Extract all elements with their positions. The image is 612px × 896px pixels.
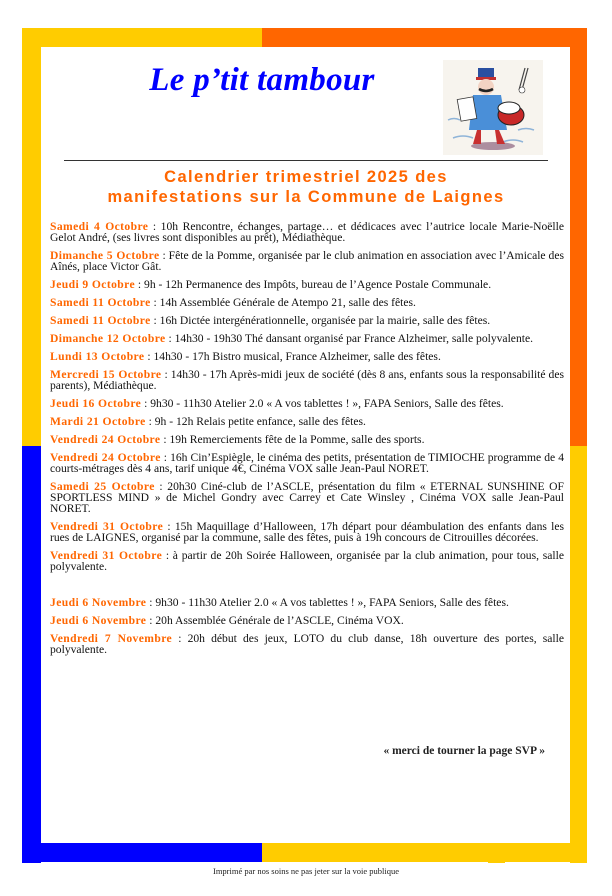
event-text: : 9h - 12h Relais petite enfance, salle des fêtes. [145,415,366,428]
subtitle-line-1: Calendrier trimestriel 2025 des [164,168,448,186]
event-date: Jeudi 6 Novembre [50,596,147,609]
event-item [50,297,564,308]
event-item [50,550,564,572]
event-date: Samedi 4 Octobre [50,220,149,233]
event-item [50,250,564,272]
event-date: Vendredi 24 Octobre [50,433,161,446]
event-text: : 20h Assemblée Générale de l’ASCLE, Cinéma VOX. [146,614,404,627]
event-text: : 9h - 12h Permanence des Impôts, bureau de l’Agence Postale Communale. [135,278,492,291]
event-item [50,434,564,445]
event-item [50,633,564,655]
event-date: Vendredi 31 Octobre [50,520,164,533]
print-footer: Imprimé par nos soins ne pas jeter sur la voie publique [212,866,399,876]
event-date: Dimanche 12 Octobre [50,332,166,345]
event-item [50,521,564,543]
frame-bottom-left [22,843,262,862]
frame-top-right-ext [262,28,587,47]
event-item [50,416,564,427]
frame-right-outer-top [570,28,587,446]
event-date: Samedi 25 Octobre [50,480,155,493]
event-text: : 14h30 - 19h30 Thé dansant organisé par France Alzheimer, salle polyvalente. [165,332,534,345]
event-item [50,279,564,290]
event-text: : 9h30 - 11h30 Atelier 2.0 « A vos tablettes ! », FAPA Seniors, Salle des fêtes. [146,596,509,609]
turn-page-note: « merci de tourner la page SVP » [383,745,545,757]
event-text: : 20h début des jeux, LOTO du club danse, 18h ouverture des portes, salle polyvalente. [50,632,564,656]
frame-bottom-right-ext [262,843,587,862]
event-text: : Fête de la Pomme, organisée par le club animation en association avec l’Amicale des Aînés, place Victor Gât. [50,249,564,273]
event-item [50,351,564,362]
event-date: Mardi 21 Octobre [50,415,146,428]
event-item [50,221,564,243]
event-list [50,221,564,662]
event-item [50,452,564,474]
event-item [50,615,564,626]
calendar-subtitle [52,167,560,207]
event-text: : 20h30 Ciné-club de l’ASCLE, présentation du film « ETERNAL SUNSHINE OF SPORTLESS MIND » de Michel Gondry avec Carrey et Cate Winsley , Cinéma VOX salle Jean-Paul NORET. [50,480,564,515]
event-date: Dimanche 5 Octobre [50,249,160,262]
event-date: Vendredi 7 Novembre [50,632,173,645]
subtitle-line-2: manifestations sur la Commune de Laignes [107,188,505,206]
event-item [50,597,564,608]
event-date: Vendredi 24 Octobre [50,451,161,464]
event-text: : 14h30 - 17h Bistro musical, France Alzheimer, salle des fêtes. [144,350,441,363]
event-date: Samedi 11 Octobre [50,296,151,309]
event-text: : 14h Assemblée Générale de Atempo 21, salle des fêtes. [150,296,416,309]
event-date: Lundi 13 Octobre [50,350,145,363]
event-date: Samedi 11 Octobre [50,314,151,327]
frame-top-left [22,28,262,47]
event-text: : 16h Cin’Espiègle, le cinéma des petits, présentation de TIMIOCHE programme de 4 courts-métrages dès 4 ans, tarif unique 4€, Cinéma VOX salle Jean-Paul NORET. [50,451,564,475]
event-item [50,369,564,391]
event-text: : à partir de 20h Soirée Halloween, organisée par la club animation, pour tous, salle polyvalente. [50,549,564,573]
drummer-illustration-icon [443,60,543,155]
event-item [50,315,564,326]
event-text: : 9h30 - 11h30 Atelier 2.0 « A vos tablettes ! », FAPA Seniors, Salle des fêtes. [141,397,504,410]
event-date: Jeudi 6 Novembre [50,614,147,627]
event-text: : 16h Dictée intergénérationnelle, organisée par la mairie, salle des fêtes. [150,314,491,327]
frame-left-lower [22,446,41,863]
divider-rule [64,160,548,161]
event-text: : 15h Maquillage d’Halloween, 17h départ pour déambulation des enfants dans les rues de LAIGNES, organisé par la commune, salle des fêtes, puis à 19h concours de Citrouilles décorées. [50,520,564,544]
newsletter-title: Le p’tit tambour [149,62,375,98]
event-item [50,481,564,514]
event-text: : 14h30 - 17h Après-midi jeux de société (dès 8 ans, enfants sous la responsabilité des parents), Médiathèque. [50,368,565,392]
event-date: Jeudi 9 Octobre [50,278,136,291]
frame-right-outer-bottom [570,446,587,863]
event-text: : 19h Remerciements fête de la Pomme, salle des sports. [160,433,425,446]
event-item [50,398,564,409]
event-text: : 10h Rencontre, échanges, partage… et dédicaces avec l’autrice locale Marie-Noëlle Gelot André, (ses livres sont disponibles au prêt), Médiathèque. [50,220,564,244]
event-date: Vendredi 31 Octobre [50,549,163,562]
month-separator [50,579,564,597]
event-date: Jeudi 16 Octobre [50,397,142,410]
event-date: Mercredi 15 Octobre [50,368,162,381]
frame-left-upper [22,28,41,446]
event-item [50,333,564,344]
